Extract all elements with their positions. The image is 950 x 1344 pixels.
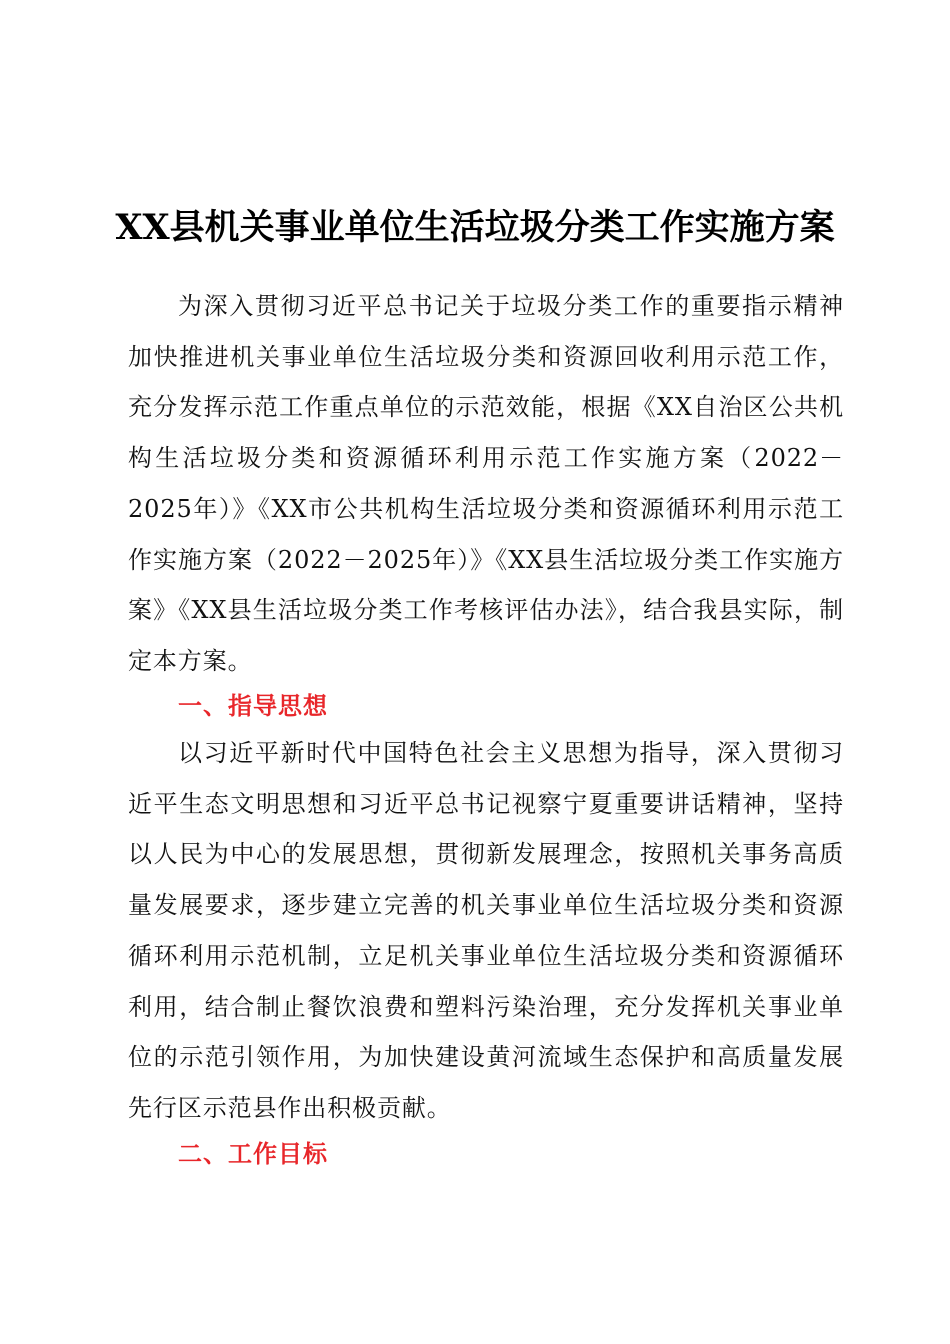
intro-paragraph: 为深入贯彻习近平总书记关于垃圾分类工作的重要指示精神加快推进机关事业单位生活垃圾分类和资源回收利用示范工作，充分发挥示范工作重点单位的示范效能，根据《XX自治区公共机构生活垃圾分类和资源循环利用示范工作实施方案（2022－2025年）》《XX市公共机构生活垃圾分类和资源循环利用示范工作实施方案（2022－2025年）》《XX县生活垃圾分类工作实施方案》《XX县生活垃圾分类工作考核评估办法》，结合我县实际，制定本方案。 <box>128 292 844 675</box>
guiding-ideology-section <box>128 728 844 1134</box>
section-heading-work-goals: 二、工作目标 <box>178 1140 328 1168</box>
section-heading-guiding-ideology: 一、指导思想 <box>178 692 328 720</box>
document-title: XX县机关事业单位生活垃圾分类工作实施方案 <box>115 207 835 248</box>
guiding-ideology-paragraph: 以习近平新时代中国特色社会主义思想为指导，深入贯彻习近平生态文明思想和习近平总书记视察宁夏重要讲话精神，坚持以人民为中心的发展思想，贯彻新发展理念，按照机关事务高质量发展要求，逐步建立完善的机关事业单位生活垃圾分类和资源循环利用示范机制，立足机关事业单位生活垃圾分类和资源循环利用，结合制止餐饮浪费和塑料污染治理，充分发挥机关事业单位的示范引领作用，为加快建设黄河流域生态保护和高质量发展先行区示范县作出积极贡献。 <box>128 739 844 1122</box>
intro-section <box>128 281 844 687</box>
